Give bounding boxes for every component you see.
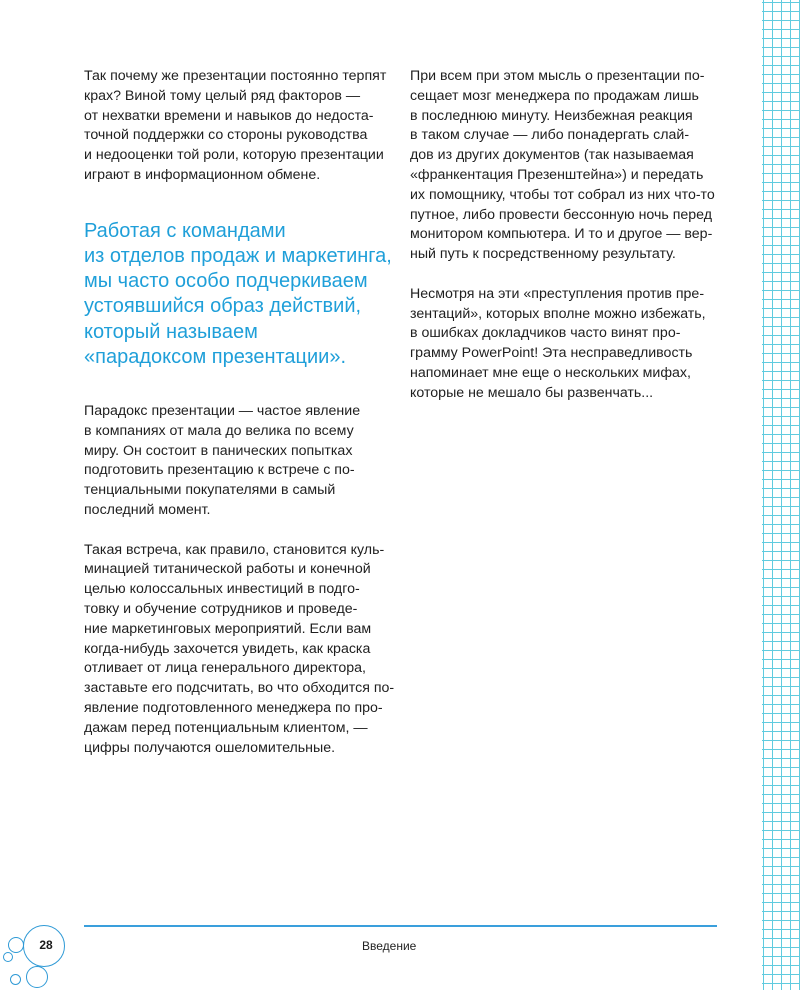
text-line: «франкентация Презенштейна») и передать — [410, 166, 704, 183]
text-line: точной поддержки со стороны руководства — [84, 127, 368, 144]
text-line: явление подготовленного менеджера по про- — [84, 699, 383, 716]
text-line: и недооценки той роли, которую презентации — [84, 147, 384, 164]
bubble-decoration — [26, 966, 48, 988]
text-line: При всем при этом мысль о презентации по- — [410, 68, 705, 84]
paradox-paragraph — [84, 402, 404, 521]
text-line: играют в информационном обмене. — [84, 166, 321, 183]
pull-quote-line: мы часто особо подчеркиваем — [84, 270, 368, 293]
right-column — [410, 67, 730, 404]
text-line: целью колоссальных инвестиций в подго- — [84, 581, 360, 598]
text-line: их помощнику, чтобы тот собрал из них что-то — [410, 186, 715, 203]
text-line: в компаниях от мала до велика по всему — [84, 422, 354, 439]
footer-rule — [84, 925, 717, 927]
text-line: напоминает мне еще о нескольких мифах, — [410, 364, 691, 381]
graph-paper-margin — [762, 0, 800, 990]
pull-quote-line: Работая с командами — [84, 219, 286, 242]
text-line: тенциальными покупателями в самый — [84, 482, 336, 499]
text-line: которые не мешало бы развенчать... — [410, 384, 654, 401]
text-line: в ошибках докладчиков часто винят про- — [410, 325, 681, 342]
text-line: зентаций», которых вполне можно избежать, — [410, 305, 706, 322]
meeting-paragraph — [84, 541, 404, 759]
text-line: сещает мозг менеджера по продажам лишь — [410, 87, 699, 104]
last-minute-paragraph — [410, 67, 730, 265]
text-line: дажам перед потенциальным клиентом, — — [84, 719, 368, 736]
left-column — [84, 67, 404, 758]
text-line: монитором компьютера. И то и другое — вер- — [410, 226, 713, 243]
bubble-decoration — [3, 952, 13, 962]
text-line: Так почему же презентации постоянно терпят — [84, 68, 387, 84]
text-line: ние маркетинговых мероприятий. Если вам — [84, 620, 372, 637]
text-line: заставьте его подсчитать, во что обходится по- — [84, 680, 395, 697]
text-line: отливает от лица генерального директора, — [84, 660, 366, 677]
bubble-decoration — [8, 937, 24, 953]
text-line: цифры получаются ошеломительные. — [84, 739, 336, 756]
pull-quote — [84, 219, 404, 370]
text-line: минацией титанической работы и конечной — [84, 561, 371, 578]
intro-paragraph — [84, 67, 404, 186]
text-line: миру. Он состоит в панических попытках — [84, 442, 353, 459]
pull-quote-line: «парадоксом презентации». — [84, 345, 347, 368]
text-line: в последнюю минуту. Неизбежная реакция — [410, 107, 693, 124]
text-line: Парадокс презентации — частое явление — [84, 403, 361, 419]
text-line: последний момент. — [84, 501, 211, 518]
text-line: грамму PowerPoint! Эта несправедливость — [410, 345, 693, 362]
bubble-decoration — [10, 974, 21, 985]
pull-quote-line: устоявшийся образ действий, — [84, 295, 362, 318]
powerpoint-paragraph — [410, 285, 730, 404]
running-title: Введение — [362, 939, 417, 953]
text-line: когда-нибудь захочется увидеть, как краска — [84, 640, 371, 657]
text-line: Такая встреча, как правило, становится куль- — [84, 541, 385, 558]
text-line: ный путь к посредственному результату. — [410, 246, 676, 263]
text-line: крах? Виной тому целый ряд факторов — — [84, 87, 361, 104]
text-line: товку и обучение сотрудников и проведе- — [84, 600, 358, 617]
text-line: путное, либо провести бессонную ночь перед — [410, 206, 713, 223]
text-line: подготовить презентацию к встрече с по- — [84, 462, 355, 479]
text-line: от нехватки времени и навыков до недоста- — [84, 107, 374, 124]
text-line: в таком случае — либо понадергать слай- — [410, 127, 690, 144]
pull-quote-line: из отделов продаж и маркетинга, — [84, 244, 392, 267]
text-line: Несмотря на эти «преступления против пре- — [410, 285, 705, 302]
page-number: 28 — [39, 938, 53, 952]
text-line: дов из других документов (так называемая — [410, 147, 694, 164]
pull-quote-line: который называем — [84, 320, 258, 343]
